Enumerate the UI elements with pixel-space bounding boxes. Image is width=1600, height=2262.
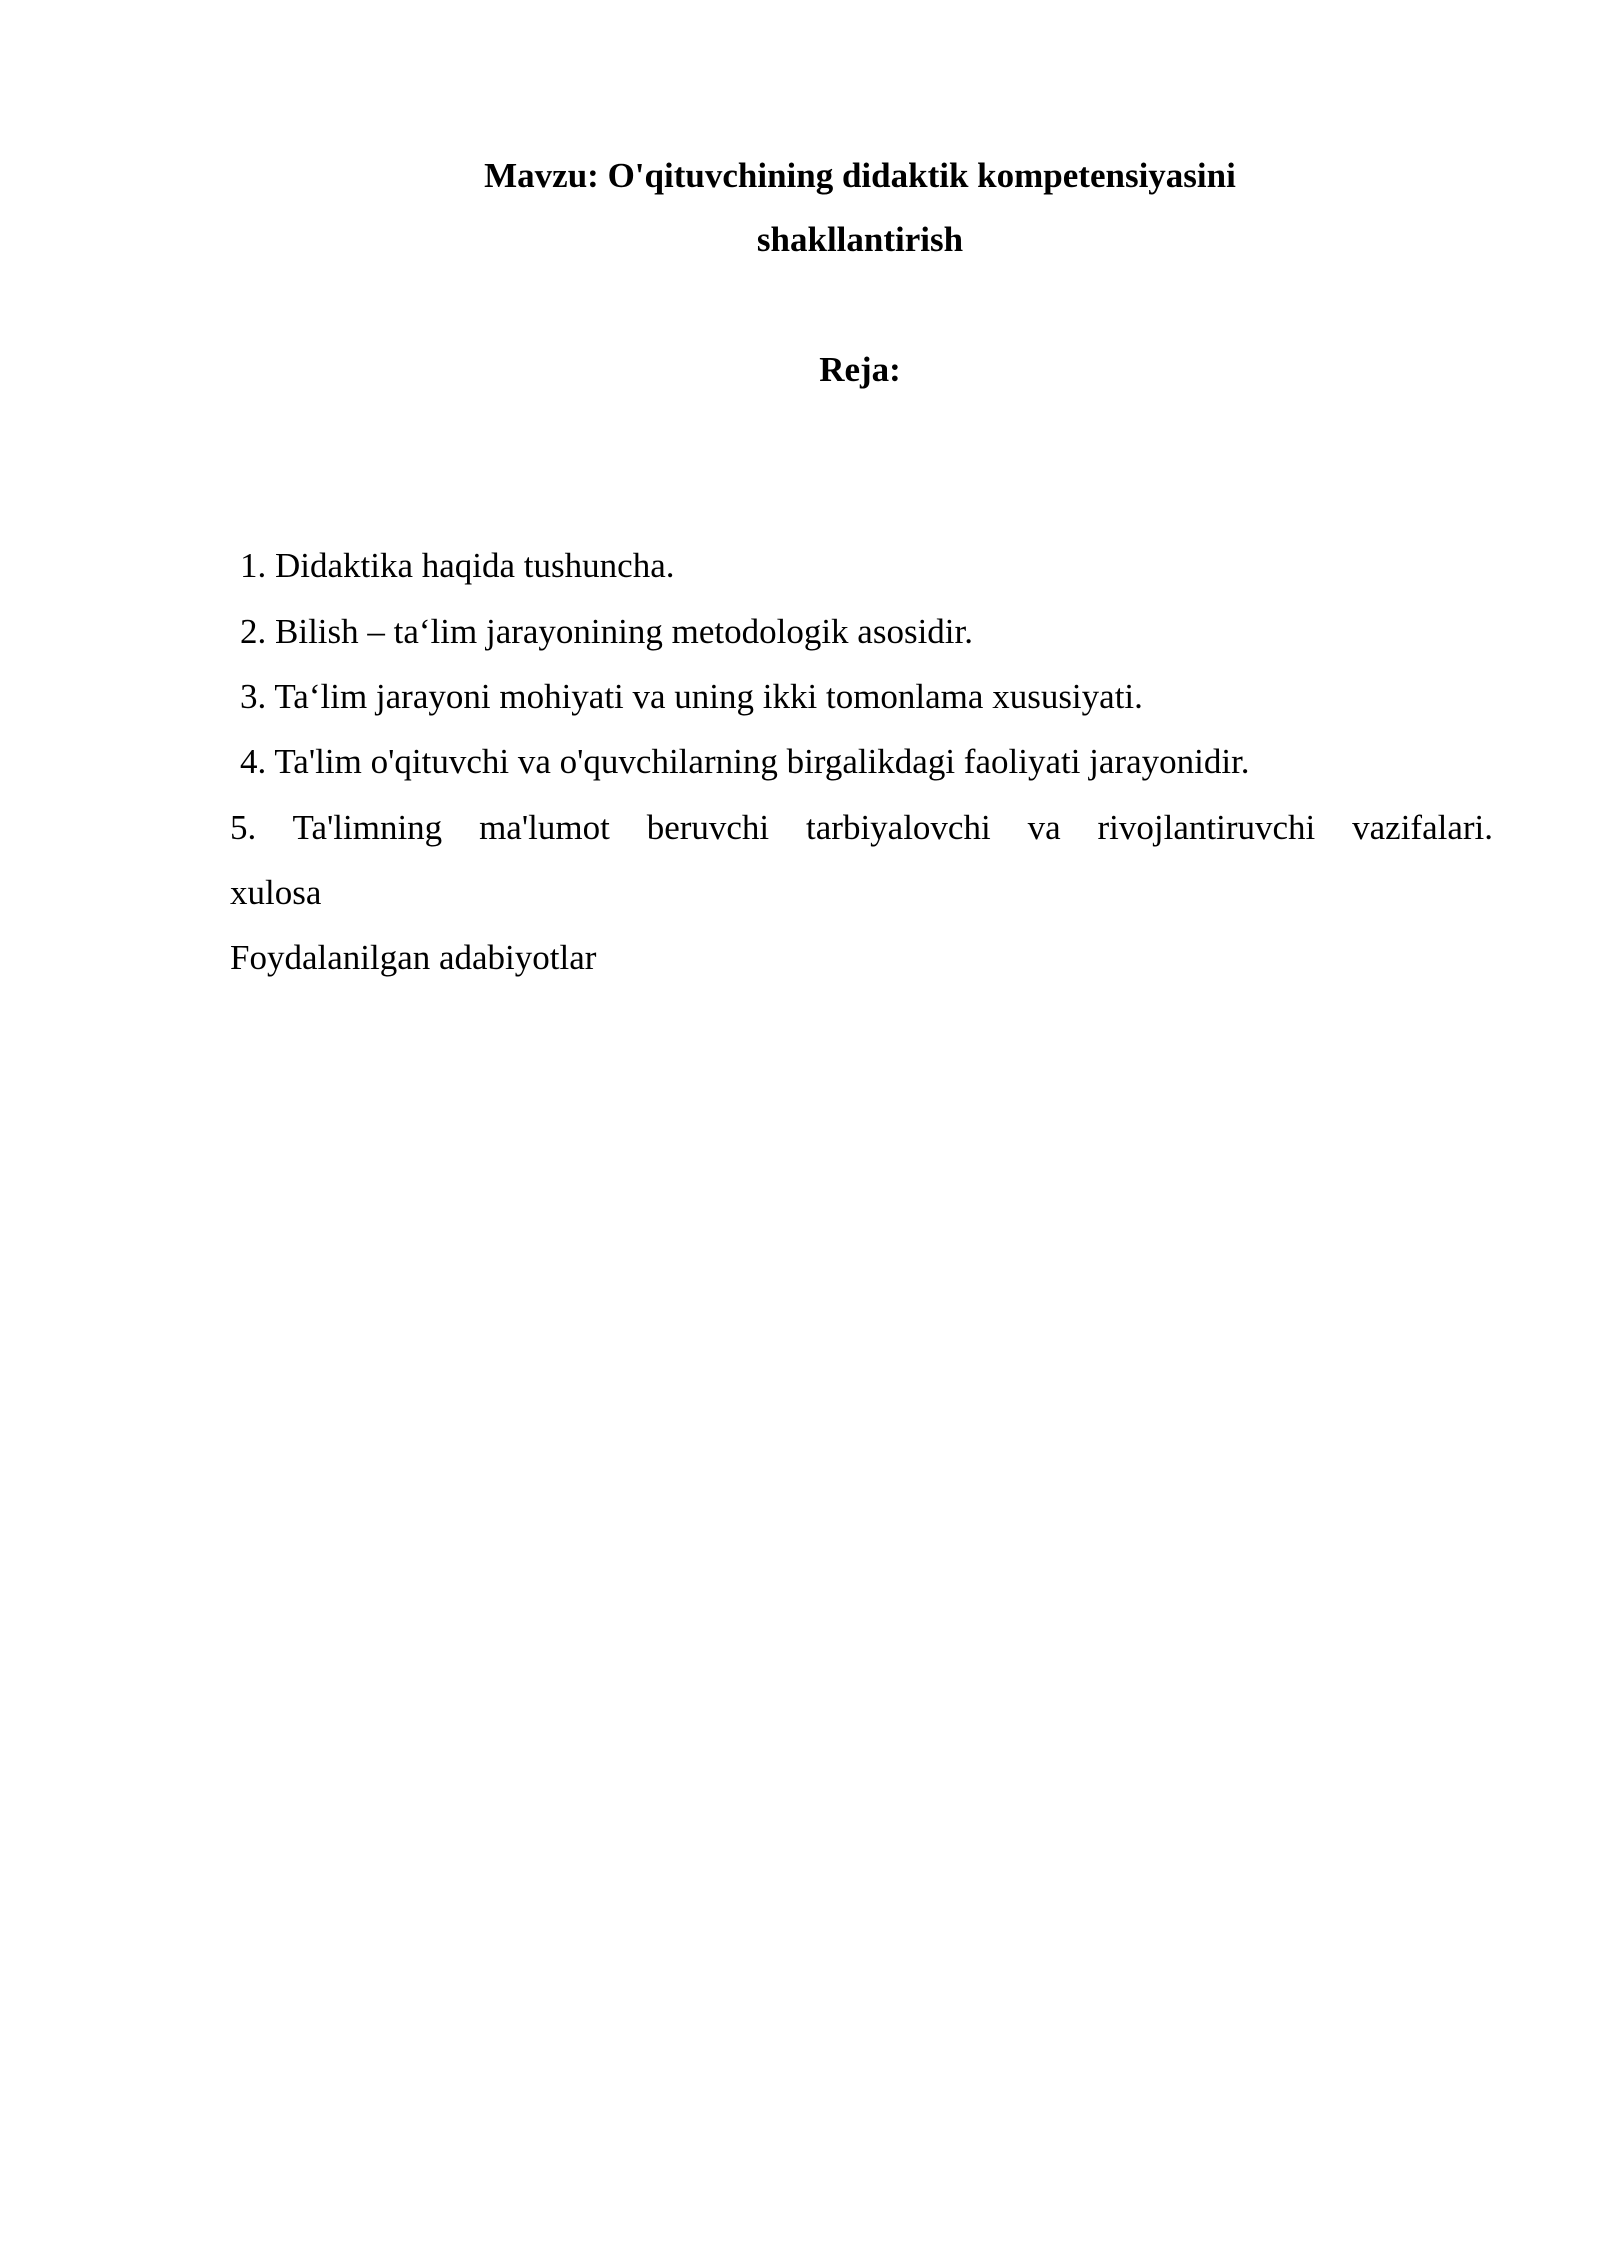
plan-item: 3. Taʻlim jarayoni mohiyati va uning ikki tomonlama xususiyati. [240, 677, 1143, 716]
plan-heading: Reja: [819, 350, 901, 389]
document-title-continuation: shakllantirish [756, 220, 964, 259]
references-item: Foydalanilgan adabiyotlar [230, 938, 597, 977]
conclusion-item: xulosa [230, 873, 322, 912]
plan-item: 2. Bilish – taʻlim jarayonining metodologik asosidir. [240, 612, 974, 651]
plan-item: 1. Didaktika haqida tushuncha. [240, 546, 675, 585]
plan-item: 5. Ta'limning ma'lumot beruvchi tarbiyalovchi va rivojlantiruvchi vazifalari. [230, 808, 1493, 847]
document-title: Mavzu: O'qituvchining didaktik kompetensiyasini [484, 156, 1236, 195]
plan-item: 4. Ta'lim o'qituvchi va o'quvchilarning birgalikdagi faoliyati jarayonidir. [240, 742, 1250, 781]
